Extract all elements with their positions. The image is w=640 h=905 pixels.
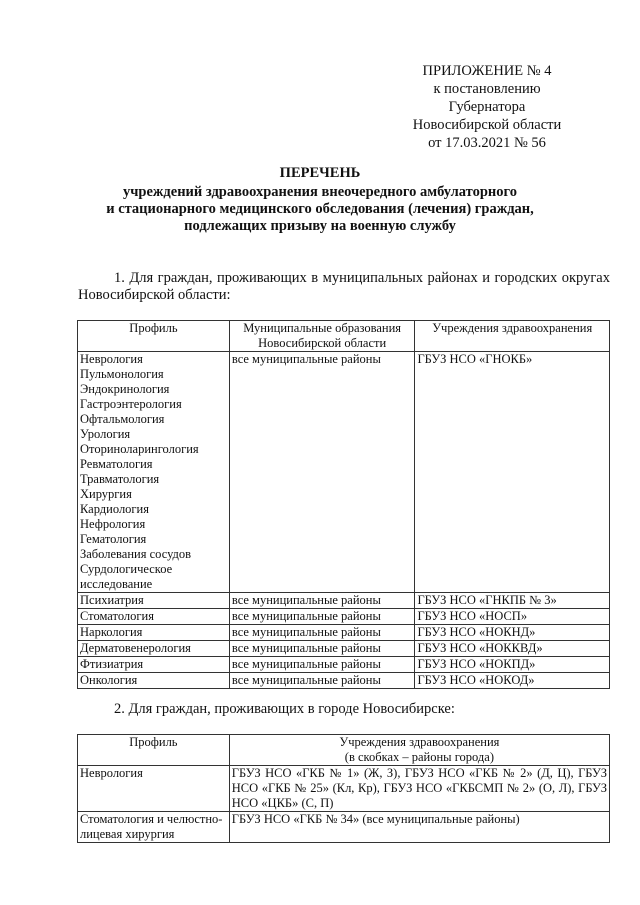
table-row	[78, 593, 610, 609]
appendix-block	[398, 62, 576, 152]
header-institution: Учреждения здравоохранения	[415, 321, 610, 352]
profile-cell: Онкология	[78, 673, 230, 689]
profile-item: Урология	[80, 427, 131, 441]
institution-cell: ГБУЗ НСО «НОКПД»	[415, 657, 610, 673]
profile-list	[78, 352, 230, 593]
profile-item: Гастроэнтерология	[80, 397, 182, 411]
header-profile: Профиль	[78, 321, 230, 352]
institution-cell: ГБУЗ НСО «НОККВД»	[415, 641, 610, 657]
regions-table	[77, 320, 610, 689]
municipal-cell: все муниципальные районы	[229, 673, 415, 689]
title-line: и стационарного медицинского обследования (лечения) граждан,	[106, 201, 534, 217]
profile-cell: Стоматология и челюстно-лицевая хирургия	[78, 812, 230, 843]
profile-item: Сурдологическое	[80, 562, 173, 576]
profile-item: Хирургия	[80, 487, 132, 501]
profile-cell: Стоматология	[78, 609, 230, 625]
institution-cell: ГБУЗ НСО «ГНКПБ № 3»	[415, 593, 610, 609]
header-institution	[229, 735, 609, 766]
institution-cell: ГБУЗ НСО «ГКБ № 1» (Ж, З), ГБУЗ НСО «ГКБ № 2» (Д, Ц), ГБУЗ НСО «ГКБ № 25» (Кл, Кр), ГБУЗ НСО «ГКБСМП № 2» (О, Л), ГБУЗ НСО «ЦКБ» (С, П)	[229, 766, 609, 812]
appendix-number: ПРИЛОЖЕНИЕ № 4	[422, 63, 552, 79]
title-heading: ПЕРЕЧЕНЬ	[279, 165, 361, 181]
profile-cell: Неврология	[78, 766, 230, 812]
header-municipal: Муниципальные образования Новосибирской области	[229, 321, 415, 352]
profile-item: Заболевания сосудов	[80, 547, 192, 561]
profile-item: Ревматология	[80, 457, 153, 471]
municipal-cell: все муниципальные районы	[229, 593, 415, 609]
profile-item: Гематология	[80, 532, 147, 546]
header-institution-note: (в скобках – районы города)	[344, 750, 494, 764]
section2-intro	[78, 701, 610, 718]
section1-intro	[78, 270, 610, 304]
table-row	[78, 766, 610, 812]
institution-cell: ГБУЗ НСО «ГКБ № 34» (все муниципальные районы)	[229, 812, 609, 843]
profile-item: Эндокринология	[80, 382, 170, 396]
document-title	[90, 165, 550, 235]
profile-item: Оториноларингология	[80, 442, 199, 456]
header-profile: Профиль	[78, 735, 230, 766]
table-row	[78, 657, 610, 673]
title-line: подлежащих призыву на военную службу	[184, 218, 456, 234]
table-row	[78, 609, 610, 625]
profile-item: Неврология	[80, 352, 143, 366]
municipal-cell: все муниципальные районы	[229, 657, 415, 673]
institution-cell: ГБУЗ НСО «НОСП»	[415, 609, 610, 625]
profile-item: Пульмонология	[80, 367, 164, 381]
section2-text: 2. Для граждан, проживающих в городе Новосибирске:	[114, 701, 455, 717]
profile-item: исследование	[80, 577, 153, 591]
appendix-decree: к постановлению Губернатора	[433, 81, 541, 115]
table-row	[78, 812, 610, 843]
appendix-region: Новосибирской области	[412, 117, 562, 133]
institution-cell: ГБУЗ НСО «НОКНД»	[415, 625, 610, 641]
profile-cell: Психиатрия	[78, 593, 230, 609]
city-table	[77, 734, 610, 843]
institution-cell: ГБУЗ НСО «НОКОД»	[415, 673, 610, 689]
profile-cell: Дерматовенерология	[78, 641, 230, 657]
appendix-date: от 17.03.2021 № 56	[428, 135, 546, 151]
profile-item: Кардиология	[80, 502, 149, 516]
table-row	[78, 625, 610, 641]
table-row	[78, 673, 610, 689]
table-row	[78, 641, 610, 657]
municipal-cell: все муниципальные районы	[229, 625, 415, 641]
municipal-cell: все муниципальные районы	[229, 609, 415, 625]
municipal-cell: все муниципальные районы	[229, 641, 415, 657]
section1-text: 1. Для граждан, проживающих в муниципальных районах и городских округах Новосибирской области:	[78, 270, 610, 303]
title-line: учреждений здравоохранения внеочередного амбулаторного	[122, 184, 518, 200]
profile-cell: Фтизиатрия	[78, 657, 230, 673]
profile-cell: Наркология	[78, 625, 230, 641]
profile-item: Травматология	[80, 472, 160, 486]
table-header-row	[78, 735, 610, 766]
header-institution-title: Учреждения здравоохранения	[339, 735, 500, 749]
municipal-cell: все муниципальные районы	[229, 352, 415, 593]
profile-item: Офтальмология	[80, 412, 165, 426]
table-header-row	[78, 321, 610, 352]
profile-item: Нефрология	[80, 517, 146, 531]
table-row	[78, 352, 610, 593]
institution-cell: ГБУЗ НСО «ГНОКБ»	[415, 352, 610, 593]
